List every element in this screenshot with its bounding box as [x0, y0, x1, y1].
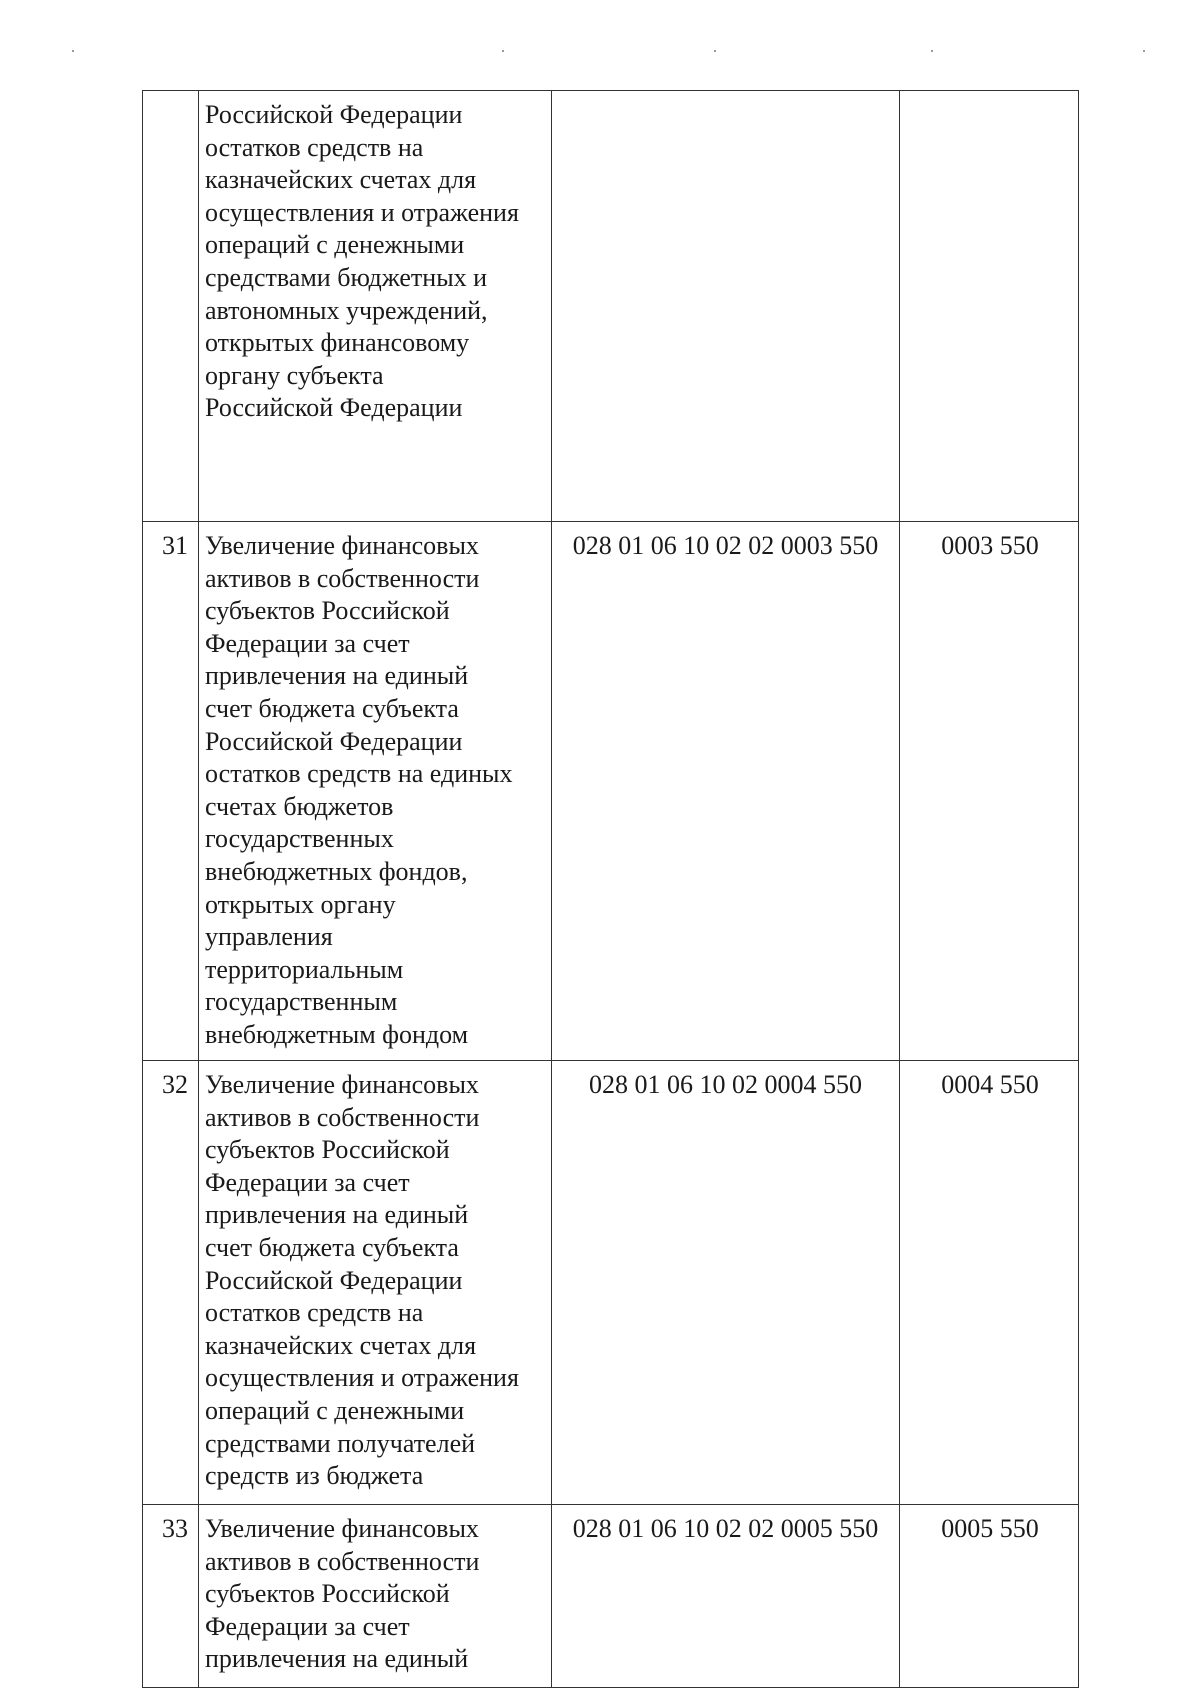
row-budget-code [552, 91, 900, 522]
row-short-code [900, 91, 1079, 522]
row-description: Увеличение финансовых активов в собственности субъектов Российской Федерации за счет привлечения на единый счет бюджета субъекта Российской Федерации остатков средств на казначейских счетах для осуществления и отражения операций с денежными средствами получателей средств из бюджета [199, 1061, 552, 1505]
row-description: Увеличение финансовых активов в собственности субъектов Российской Федерации за счет привлечения на единый [199, 1505, 552, 1688]
table-row [143, 522, 1079, 1061]
row-number: 32 [143, 1061, 199, 1505]
budget-codes-table [142, 90, 1079, 1688]
row-budget-code: 028 01 06 10 02 02 0003 550 [552, 522, 900, 1061]
row-description: Увеличение финансовых активов в собственности субъектов Российской Федерации за счет привлечения на единый счет бюджета субъекта Российской Федерации остатков средств на единых счетах бюджетов государственных внебюджетных фондов, открытых органу управления территориальным государственным внебюджетным фондом [199, 522, 552, 1061]
scan-speck [502, 50, 504, 52]
row-number: 31 [143, 522, 199, 1061]
row-number: 33 [143, 1505, 199, 1688]
row-budget-code: 028 01 06 10 02 0004 550 [552, 1061, 900, 1505]
scan-speck [931, 50, 933, 52]
row-budget-code: 028 01 06 10 02 02 0005 550 [552, 1505, 900, 1688]
row-short-code: 0003 550 [900, 522, 1079, 1061]
scan-speck [72, 50, 74, 52]
table-row [143, 1505, 1079, 1688]
table-row [143, 1061, 1079, 1505]
table-row [143, 91, 1079, 522]
row-number [143, 91, 199, 522]
row-short-code: 0005 550 [900, 1505, 1079, 1688]
row-description: Российской Федерации остатков средств на казначейских счетах для осуществления и отражения операций с денежными средствами бюджетных и автономных учреждений, открытых финансовому органу субъекта Российской Федерации [199, 91, 552, 522]
row-short-code: 0004 550 [900, 1061, 1079, 1505]
scan-speck [714, 50, 716, 52]
scan-speck [1143, 50, 1145, 52]
